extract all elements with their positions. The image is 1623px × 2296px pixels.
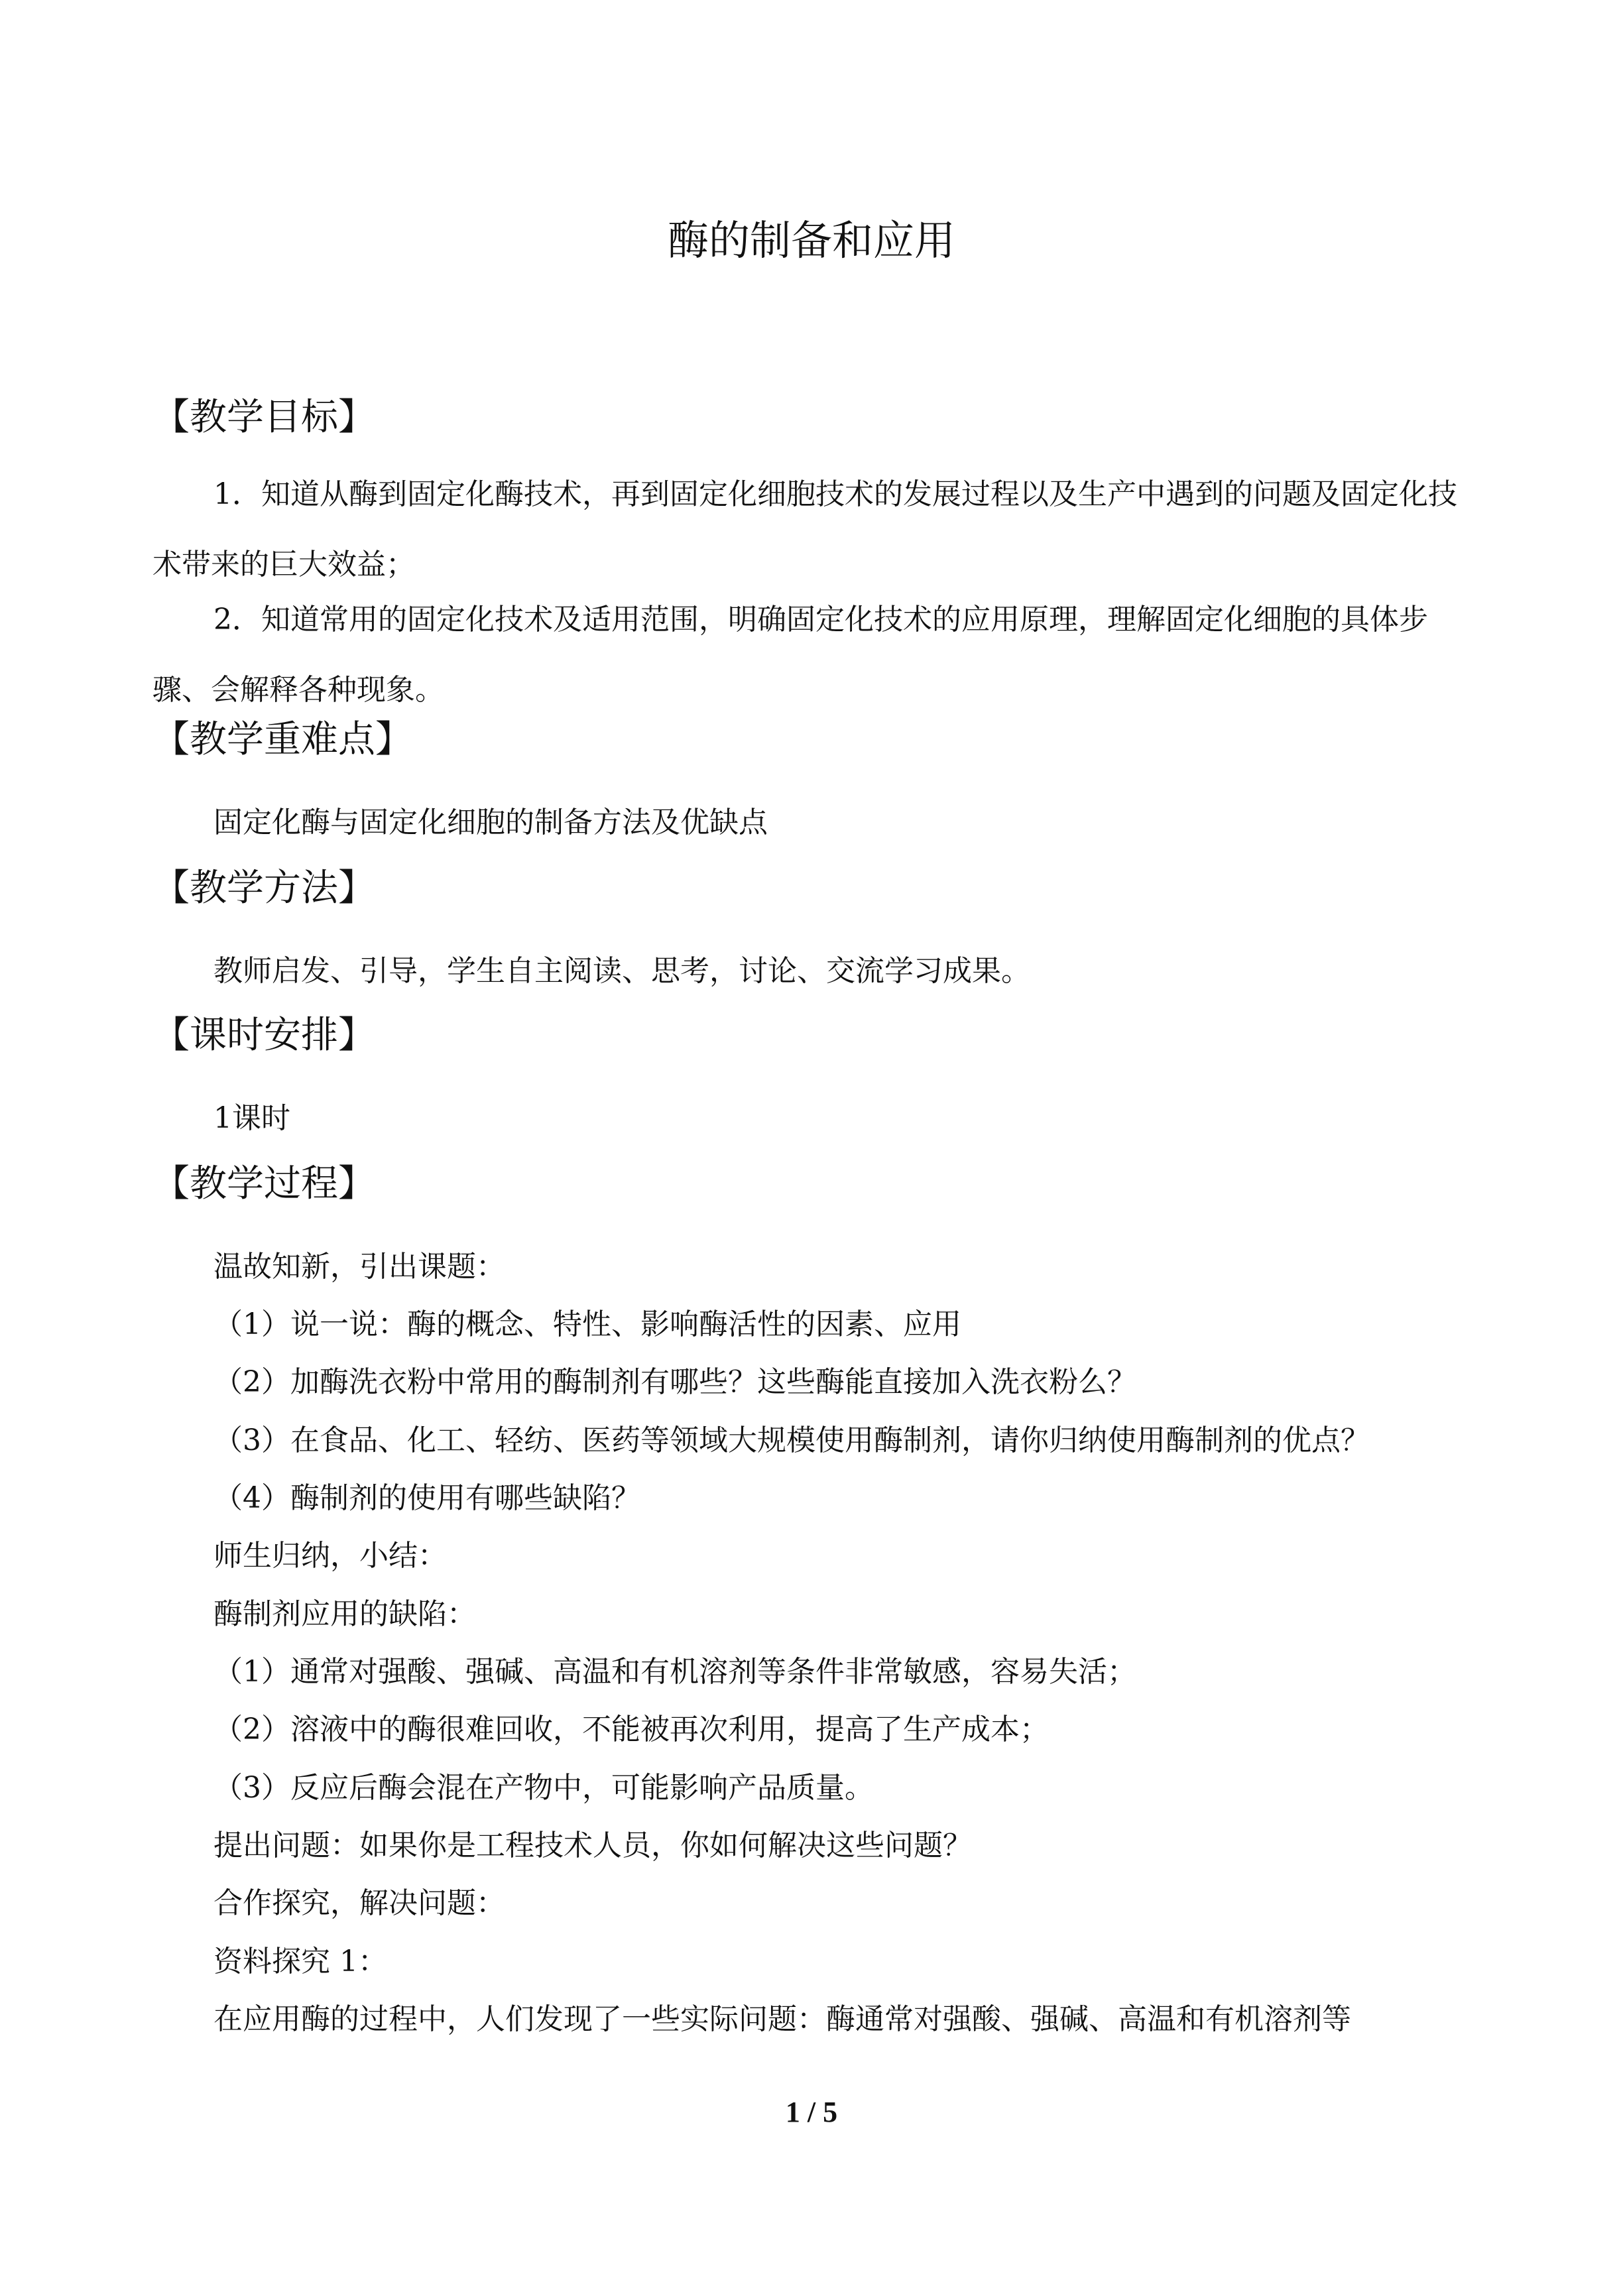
process-line: 温故知新，引出课题： (213, 1250, 505, 1284)
process-line: 酶制剂应用的缺陷： (213, 1597, 476, 1631)
process-line: （1）通常对强酸、强碱、高温和有机溶剂等条件非常敏感，容易失活； (213, 1655, 1136, 1689)
process-line: （3）反应后酶会混在产物中，可能影响产品质量。 (213, 1771, 874, 1805)
heading-methods: 【教学方法】 (152, 867, 375, 910)
process-line: 合作探究，解决问题： (213, 1886, 505, 1920)
objective-item-2: 2．知道常用的固定化技术及适用范围，明确固定化技术的应用原理，理解固定化细胞的具体步骤、会解释各种现象。 (152, 603, 1428, 707)
page-indicator: 1 / 5 (785, 2096, 838, 2128)
document-title: 酶的制备和应用 (667, 216, 955, 265)
objective-item-1: 1．知道从酶到固定化酶技术，再到固定化细胞技术的发展过程以及生产中遇到的问题及固定化技术带来的巨大效益； (152, 477, 1457, 581)
process-line: （2）溶液中的酶很难回收，不能被再次利用，提高了生产成本； (213, 1713, 1049, 1746)
process-line: （2）加酶洗衣粉中常用的酶制剂有哪些？这些酶能直接加入洗衣粉么？ (213, 1365, 1136, 1399)
process-line: 师生归纳，小结： (213, 1539, 447, 1573)
heading-process: 【教学过程】 (152, 1162, 375, 1205)
methods-text: 教师启发、引导，学生自主阅读、思考，讨论、交流学习成果。 (213, 954, 1030, 988)
heading-objectives: 【教学目标】 (152, 396, 375, 439)
key-points-text: 固定化酶与固定化细胞的制备方法及优缺点 (213, 806, 768, 839)
process-line: 在应用酶的过程中，人们发现了一些实际问题：酶通常对强酸、强碱、高温和有机溶剂等 (213, 2002, 1351, 2036)
heading-schedule: 【课时安排】 (152, 1014, 375, 1057)
process-line: （4）酶制剂的使用有哪些缺陷？ (213, 1481, 640, 1515)
process-line: （1）说一说：酶的概念、特性、影响酶活性的因素、应用 (213, 1307, 961, 1341)
schedule-text: 1课时 (213, 1101, 290, 1135)
process-line: 提出问题：如果你是工程技术人员，你如何解决这些问题？ (213, 1829, 972, 1862)
process-line: 资料探究 1： (213, 1945, 387, 1978)
process-line: （3）在食品、化工、轻纺、医药等领域大规模使用酶制剂，请你归纳使用酶制剂的优点？ (213, 1423, 1370, 1457)
heading-key-points: 【教学重难点】 (152, 718, 412, 761)
